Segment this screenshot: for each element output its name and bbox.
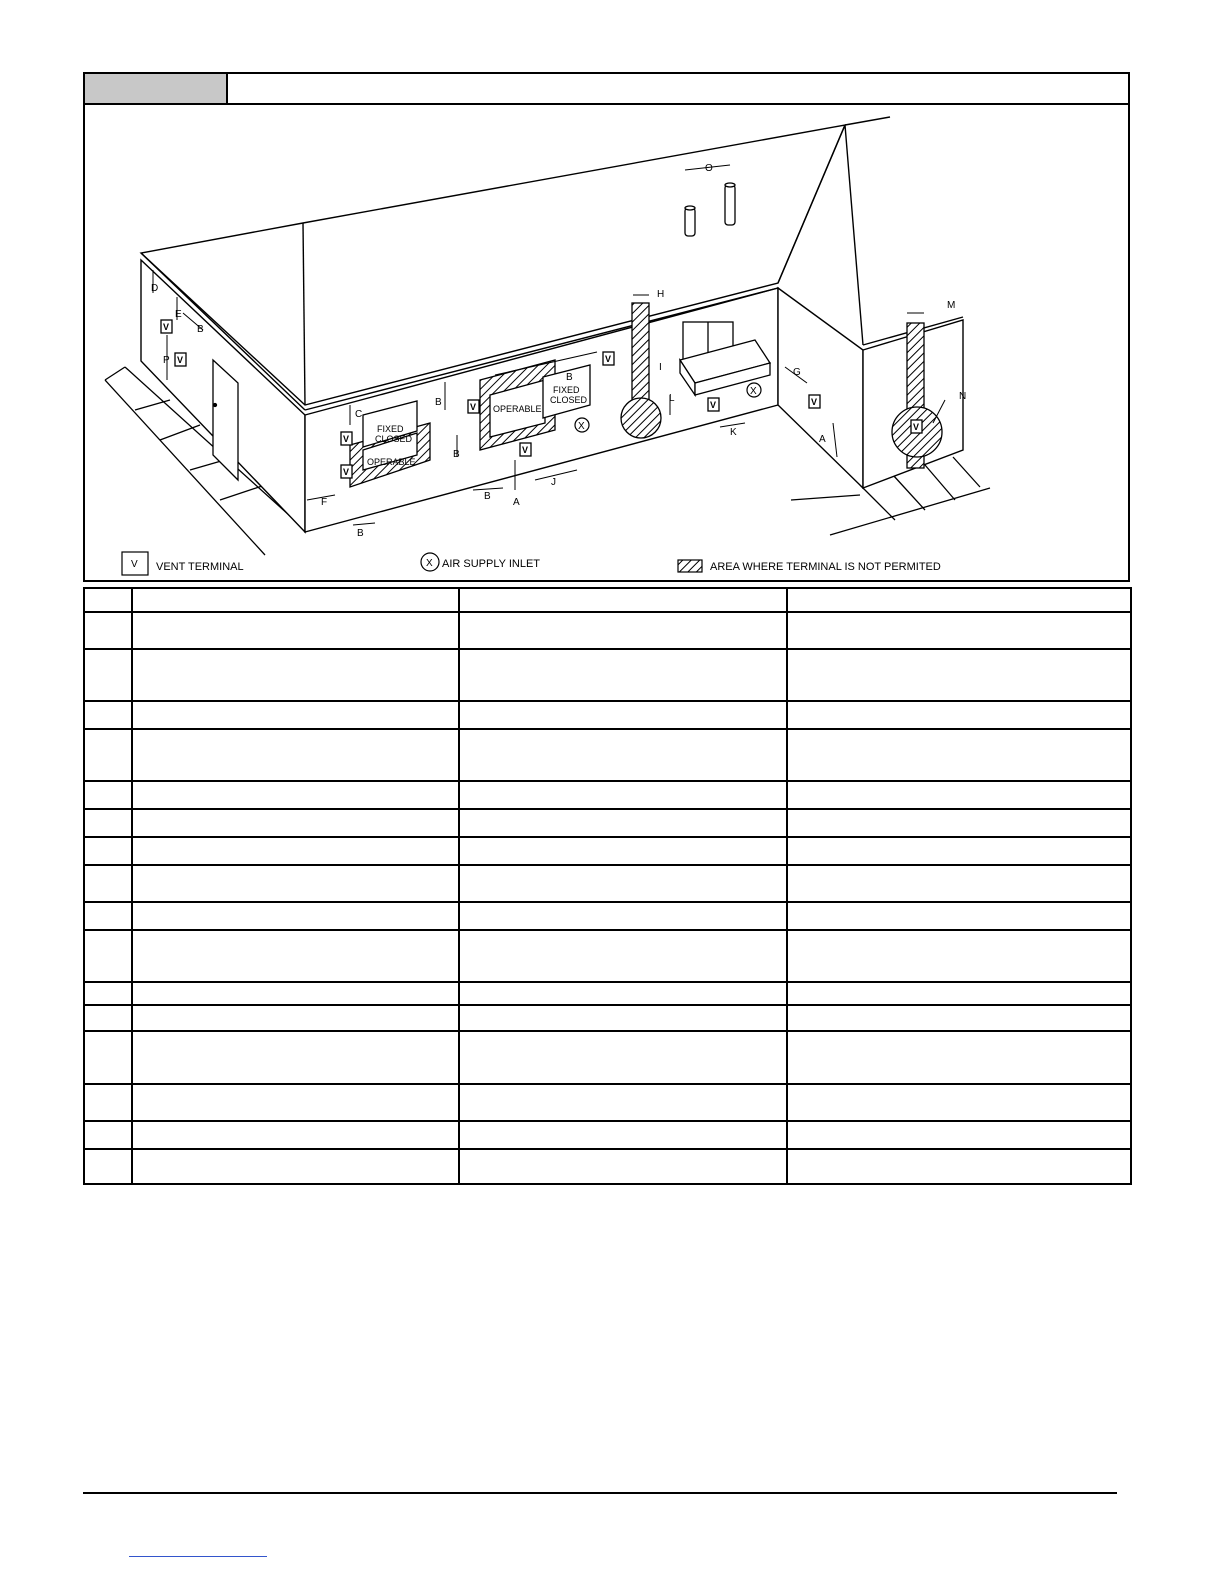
vent-marker-label: V [177,355,184,365]
dim-label-h: H [657,289,665,300]
window-middle-closed: CLOSED [550,395,588,405]
window-left-operable: OPERABLE [367,457,416,467]
table-row [84,902,1131,930]
dim-label-f: F [321,497,328,508]
table-row [84,930,1131,982]
table-row [84,865,1131,902]
figure-tab [85,74,228,103]
legend-vent-symbol: V [131,559,138,570]
window-left-fixed: FIXED [377,424,404,434]
vent-clearance-figure [83,72,1130,582]
vent-marker-label: V [343,434,350,444]
dim-label-a: A [819,434,826,445]
dim-label-p: P [163,355,170,366]
vent-marker-label: V [343,467,350,477]
dim-label-b: B [357,528,364,539]
dim-label-b: B [197,324,204,335]
legend-vent-label: VENT TERMINAL [156,561,244,573]
vent-marker-label: V [470,402,477,412]
legend-inlet-label: AIR SUPPLY INLET [442,558,541,570]
dim-label-b: B [453,449,460,460]
window-left-closed: CLOSED [375,434,413,444]
legend-hatch-icon [678,560,702,572]
inlet-marker-label: X [578,421,585,432]
dim-label-k: K [730,427,737,438]
window-middle-operable: OPERABLE [493,404,542,414]
dim-label-e: E [175,309,182,320]
legend-hatch-label: AREA WHERE TERMINAL IS NOT PERMITED [710,561,941,573]
dim-label-j: J [551,477,556,488]
dim-label-g: G [793,367,801,378]
footer-divider [83,1492,1117,1494]
table-row [84,729,1131,781]
table-row [84,1121,1131,1149]
inlet-marker-label: X [750,386,757,397]
table-row [84,809,1131,837]
table-row [84,1084,1131,1121]
vent-marker-label: V [811,397,818,407]
dim-label-c: C [355,409,363,420]
table-row [84,837,1131,865]
footer-link[interactable] [129,1556,267,1557]
dim-label-i: I [659,362,662,373]
dim-label-b: B [484,491,491,502]
dim-label-b: B [435,397,442,408]
vent-marker-label: V [605,354,612,364]
table-row [84,649,1131,701]
figure-header [85,74,1128,105]
house-diagram [85,105,1128,580]
clearance-table [83,587,1132,1185]
dim-label-b: B [566,372,573,383]
table-row [84,781,1131,809]
table-header-row [84,588,1131,612]
table-row [84,1031,1131,1084]
dim-label-a: A [513,497,520,508]
legend [122,552,941,575]
table-row [84,1005,1131,1031]
vent-marker-label: V [913,422,920,432]
table-row [84,612,1131,649]
dim-label-n: N [959,391,967,402]
vent-marker-label: V [522,445,529,455]
dim-label-l: L [669,393,675,404]
dim-label-o: O [705,163,713,174]
vent-marker-label: V [710,400,717,410]
table-row [84,701,1131,729]
dim-label-m: M [947,300,956,311]
vent-marker-label: V [163,322,170,332]
table-row [84,982,1131,1005]
dim-label-d: D [151,283,159,294]
table-row [84,1149,1131,1184]
window-middle-fixed: FIXED [553,385,580,395]
legend-inlet-symbol: X [426,558,433,569]
